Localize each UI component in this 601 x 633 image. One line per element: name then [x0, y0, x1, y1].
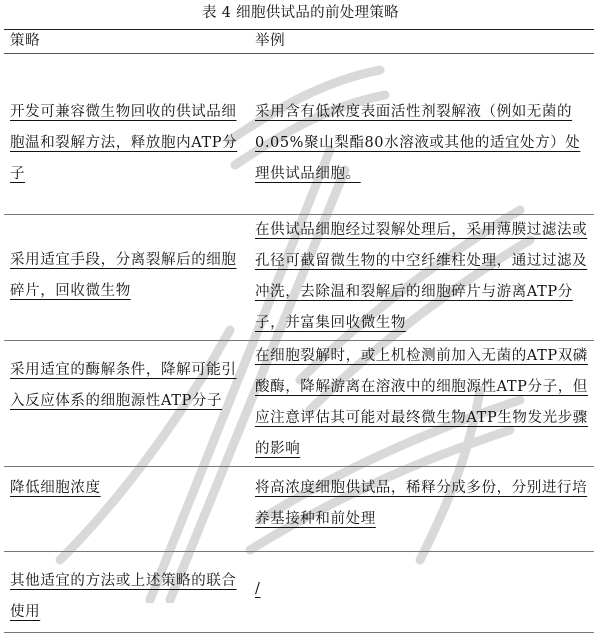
strategy-cell [4, 552, 249, 633]
pretreatment-strategy-table [4, 29, 594, 633]
strategy-text: 采用适宜的酶解条件，降解可能引入反应体系的细胞源性ATP分子 [10, 362, 237, 409]
example-text: 在细胞裂解时，或上机检测前加入无菌的ATP双磷酸酶，降解游离在溶液中的细胞源性ATP分子，但应注意评估其可能对最终微生物ATP生物发光步骤的影响 [255, 348, 588, 457]
strategy-text: 其他适宜的方法或上述策略的联合使用 [10, 573, 237, 620]
example-cell [249, 215, 594, 341]
strategy-text: 开发可兼容微生物回收的供试品细胞温和裂解方法，释放胞内ATP分子 [10, 104, 238, 182]
strategy-text: 采用适宜手段，分离裂解后的细胞碎片，回收微生物 [10, 252, 237, 299]
example-text: / [255, 581, 261, 597]
example-text: 将高浓度细胞供试品，稀释分成多份，分别进行培养基接种和前处理 [255, 480, 588, 527]
example-text: 采用含有低浓度表面活性剂裂解液（例如无菌的0.05%聚山梨酯80水溶液或其他的适宜处方）处理供试品细胞。 [255, 104, 581, 182]
header-strategy: 策略 [4, 30, 249, 54]
table-row [4, 341, 594, 467]
table-header-row [4, 30, 594, 54]
example-text: 在供试品细胞经过裂解处理后，采用薄膜过滤法或孔径可截留微生物的中空纤维柱处理，通过过滤及冲洗，去除温和裂解后的细胞碎片与游离ATP分子，并富集回收微生物 [255, 222, 588, 331]
example-cell [249, 341, 594, 467]
table-row [4, 552, 594, 633]
strategy-cell [4, 215, 249, 341]
strategy-cell [4, 467, 249, 552]
table-row [4, 54, 594, 215]
example-cell [249, 54, 594, 215]
strategy-cell [4, 341, 249, 467]
table-row [4, 215, 594, 341]
example-cell [249, 467, 594, 552]
header-example: 举例 [249, 30, 594, 54]
table-row [4, 467, 594, 552]
strategy-text: 降低细胞浓度 [10, 480, 101, 496]
example-cell [249, 552, 594, 633]
table-caption: 表 4 细胞供试品的前处理策略 [202, 5, 399, 21]
strategy-cell [4, 54, 249, 215]
